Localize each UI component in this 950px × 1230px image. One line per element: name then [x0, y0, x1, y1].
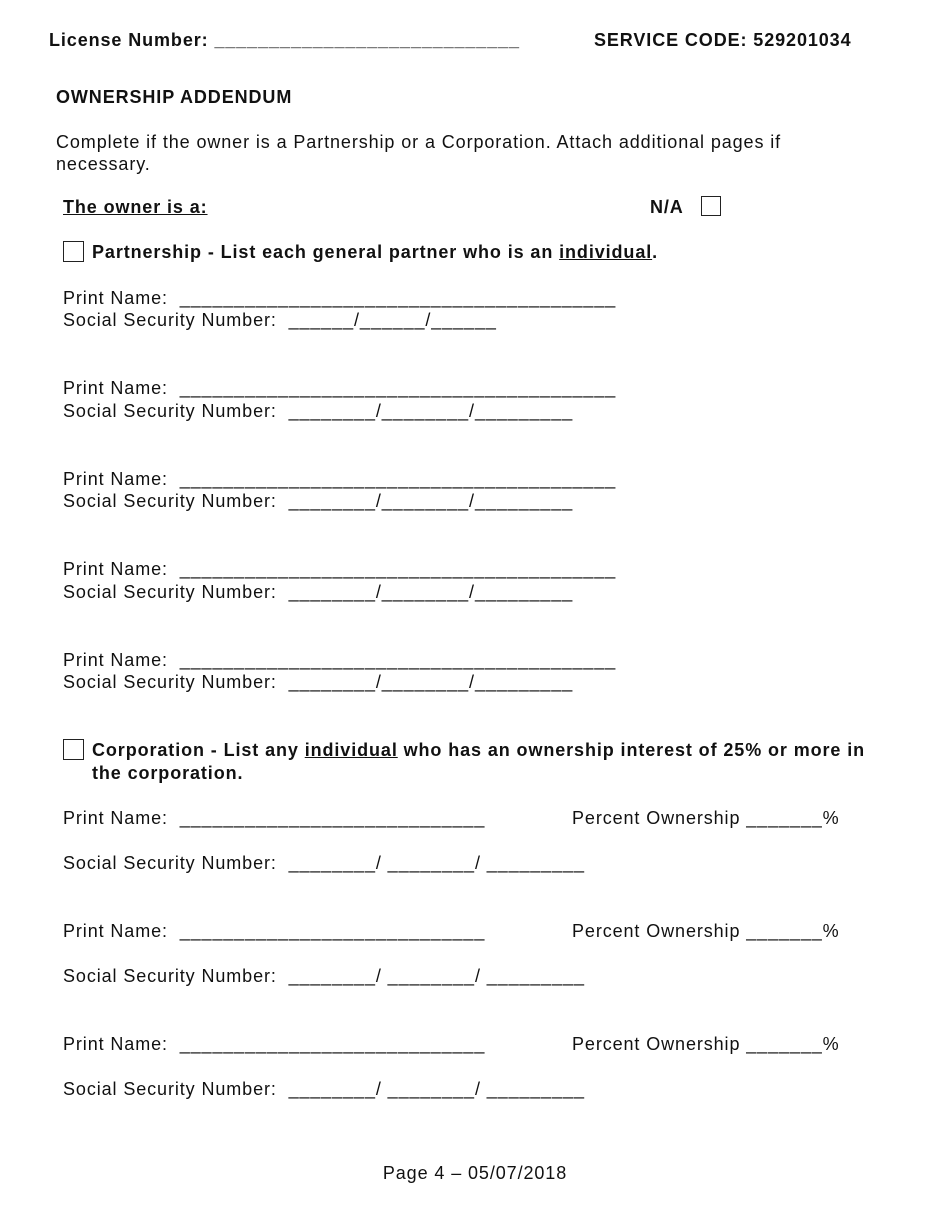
- owner-1-percent-field[interactable]: Percent Ownership _______%: [572, 808, 840, 828]
- partnership-heading-underlined: individual: [559, 242, 653, 262]
- owner-3-name-field[interactable]: Print Name: ____________________________: [63, 1034, 486, 1054]
- license-number-field[interactable]: License Number: ____________________________: [49, 30, 520, 50]
- partner-1-name-field[interactable]: Print Name: ________________________________________: [63, 288, 617, 308]
- partner-4-ssn-field[interactable]: Social Security Number: ________/________/_________: [63, 582, 574, 602]
- partner-5-ssn-field[interactable]: Social Security Number: ________/________/_________: [63, 672, 574, 692]
- na-checkbox[interactable]: [701, 196, 721, 216]
- corporation-heading: [92, 739, 892, 785]
- partnership-heading: [92, 241, 658, 263]
- owner-type-label: The owner is a:: [63, 197, 208, 217]
- na-label: N/A: [650, 197, 684, 217]
- partner-4-name-field[interactable]: Print Name: ________________________________________: [63, 559, 617, 579]
- owner-2-name-field[interactable]: Print Name: ____________________________: [63, 921, 486, 941]
- owner-3-ssn-field[interactable]: Social Security Number: ________/ ________/ _________: [63, 1079, 585, 1099]
- service-code: SERVICE CODE: 529201034: [594, 30, 852, 50]
- owner-1-ssn-field[interactable]: Social Security Number: ________/ ________/ _________: [63, 853, 585, 873]
- owner-2-percent-field[interactable]: Percent Ownership _______%: [572, 921, 840, 941]
- instructions-text: Complete if the owner is a Partnership or a Corporation. Attach additional pages if necessary.: [56, 132, 782, 174]
- corporation-heading-suffix: who has an ownership interest of 25% or more in the corporation.: [92, 740, 866, 783]
- owner-2-ssn-field[interactable]: Social Security Number: ________/ ________/ _________: [63, 966, 585, 986]
- partner-5-name-field[interactable]: Print Name: ________________________________________: [63, 650, 617, 670]
- partner-3-name-field[interactable]: Print Name: ________________________________________: [63, 469, 617, 489]
- section-title: OWNERSHIP ADDENDUM: [56, 87, 293, 107]
- partnership-heading-text: Partnership - List each general partner who is an: [92, 242, 560, 262]
- corporation-checkbox[interactable]: [63, 739, 84, 760]
- partner-2-ssn-field[interactable]: Social Security Number: ________/________/_________: [63, 401, 574, 421]
- corporation-heading-text: Corporation - List any: [92, 740, 305, 760]
- page-footer: Page 4 – 05/07/2018: [382, 1163, 568, 1183]
- owner-3-percent-field[interactable]: Percent Ownership _______%: [572, 1034, 840, 1054]
- partnership-checkbox[interactable]: [63, 241, 84, 262]
- owner-1-name-field[interactable]: Print Name: ____________________________: [63, 808, 486, 828]
- partner-3-ssn-field[interactable]: Social Security Number: ________/________/_________: [63, 491, 574, 511]
- partnership-heading-suffix: .: [652, 242, 659, 262]
- corporation-heading-underlined: individual: [304, 740, 398, 760]
- partner-2-name-field[interactable]: Print Name: ________________________________________: [63, 378, 617, 398]
- partner-1-ssn-field[interactable]: Social Security Number: ______/______/______: [63, 310, 497, 330]
